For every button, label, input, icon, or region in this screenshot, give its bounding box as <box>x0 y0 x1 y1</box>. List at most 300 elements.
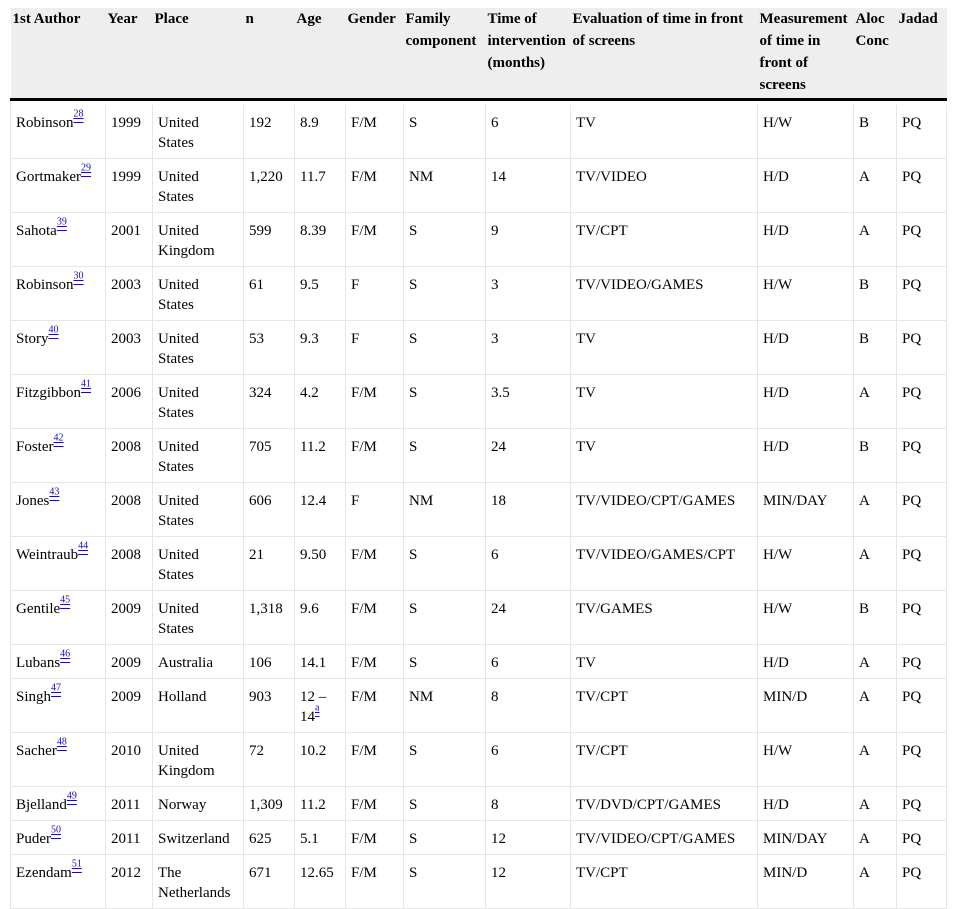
cell-jadad <box>897 483 947 537</box>
reference-link[interactable]: 48 <box>56 736 67 748</box>
cell-author <box>11 483 106 537</box>
cell-age <box>295 855 346 909</box>
cell-family-text: S <box>409 331 418 347</box>
cell-gender-text: F/M <box>351 797 377 813</box>
cell-aloc-text: A <box>859 385 870 401</box>
cell-place-text: United States <box>158 169 199 205</box>
reference-link[interactable]: 51 <box>71 858 82 870</box>
cell-place <box>153 733 244 787</box>
cell-place <box>153 537 244 591</box>
cell-author-reference <box>51 824 61 840</box>
cell-family <box>404 679 486 733</box>
cell-aloc <box>854 321 897 375</box>
cell-place-text: Switzerland <box>158 831 230 847</box>
reference-link[interactable]: 28 <box>73 108 84 120</box>
cell-year <box>106 429 153 483</box>
cell-gender-text: F/M <box>351 547 377 563</box>
cell-jadad-text: PQ <box>902 601 922 617</box>
cell-gender-text: F <box>351 331 360 347</box>
cell-time-text: 18 <box>491 493 506 509</box>
cell-n <box>244 679 295 733</box>
cell-author <box>11 821 106 855</box>
cell-n-text: 72 <box>249 743 264 759</box>
cell-evaluation <box>571 429 758 483</box>
reference-link[interactable]: 47 <box>51 682 62 694</box>
cell-year-text: 2008 <box>111 493 141 509</box>
cell-age <box>295 591 346 645</box>
cell-age-text: 9.50 <box>300 547 327 563</box>
cell-author-text: Robinson <box>16 277 74 293</box>
table-header-row <box>11 8 947 100</box>
cell-author-reference <box>73 270 84 286</box>
cell-aloc-text: A <box>859 831 870 847</box>
cell-age <box>295 483 346 537</box>
cell-n <box>244 733 295 787</box>
cell-family <box>404 105 486 159</box>
header-gender: Gender <box>346 8 404 100</box>
cell-family-text: S <box>409 655 418 671</box>
cell-family <box>404 429 486 483</box>
cell-family-text: S <box>409 601 418 617</box>
reference-link[interactable]: 43 <box>49 486 60 498</box>
cell-gender <box>346 267 404 321</box>
cell-jadad-text: PQ <box>902 547 922 563</box>
table-row <box>11 537 947 591</box>
cell-evaluation <box>571 159 758 213</box>
header-author: 1st Author <box>11 8 106 100</box>
cell-evaluation <box>571 483 758 537</box>
cell-aloc <box>854 105 897 159</box>
cell-jadad-text: PQ <box>902 493 922 509</box>
cell-measurement-text: MIN/DAY <box>763 493 828 509</box>
cell-time <box>486 105 571 159</box>
cell-n-text: 599 <box>249 223 272 239</box>
cell-author <box>11 591 106 645</box>
cell-family-text: NM <box>409 689 434 705</box>
cell-evaluation-text: TV <box>576 439 596 455</box>
cell-place <box>153 429 244 483</box>
table-row <box>11 591 947 645</box>
cell-aloc-text: A <box>859 797 870 813</box>
cell-measurement-text: H/D <box>763 223 789 239</box>
cell-family <box>404 733 486 787</box>
cell-evaluation <box>571 733 758 787</box>
cell-place-text: United States <box>158 277 199 313</box>
cell-evaluation <box>571 591 758 645</box>
cell-evaluation-text: TV/CPT <box>576 223 628 239</box>
cell-aloc-text: B <box>859 439 870 455</box>
cell-place <box>153 483 244 537</box>
cell-year-text: 2010 <box>111 743 141 759</box>
cell-gender <box>346 733 404 787</box>
cell-time-text: 6 <box>491 743 499 759</box>
cell-year-text: 2009 <box>111 655 141 671</box>
reference-link[interactable]: 30 <box>73 270 84 282</box>
cell-place-text: Norway <box>158 797 207 813</box>
cell-age-text: 9.6 <box>300 601 319 617</box>
cell-author-reference <box>56 216 67 232</box>
cell-time-text: 3 <box>491 331 499 347</box>
cell-author-text: Gortmaker <box>16 169 81 185</box>
cell-age-text: 10.2 <box>300 743 327 759</box>
cell-author <box>11 375 106 429</box>
cell-author-text: Foster <box>16 439 54 455</box>
cell-n-text: 1,318 <box>249 601 283 617</box>
cell-place-text: Holland <box>158 689 207 705</box>
cell-time <box>486 429 571 483</box>
table-row <box>11 679 947 733</box>
cell-measurement <box>758 159 854 213</box>
cell-author-text: Sahota <box>16 223 57 239</box>
cell-place-text: United States <box>158 547 199 583</box>
cell-evaluation <box>571 213 758 267</box>
header-family: Family component <box>404 8 486 100</box>
cell-jadad <box>897 213 947 267</box>
cell-measurement <box>758 537 854 591</box>
cell-time <box>486 591 571 645</box>
cell-evaluation <box>571 821 758 855</box>
cell-measurement-text: H/D <box>763 169 789 185</box>
cell-aloc <box>854 733 897 787</box>
cell-jadad <box>897 591 947 645</box>
header-evaluation: Evaluation of time in front of screens <box>571 8 758 100</box>
cell-author-reference <box>73 108 84 124</box>
cell-year <box>106 483 153 537</box>
cell-jadad-text: PQ <box>902 743 922 759</box>
cell-author-reference <box>80 162 91 178</box>
table-row <box>11 159 947 213</box>
cell-measurement <box>758 321 854 375</box>
cell-age <box>295 429 346 483</box>
cell-year-text: 2009 <box>111 689 141 705</box>
cell-age-text: 12.65 <box>300 865 334 881</box>
cell-time <box>486 645 571 679</box>
header-jadad: Jadad <box>897 8 947 100</box>
cell-time <box>486 733 571 787</box>
cell-aloc <box>854 267 897 321</box>
cell-year-text: 2008 <box>111 439 141 455</box>
header-n: n <box>244 8 295 100</box>
cell-measurement-text: H/W <box>763 601 793 617</box>
cell-age-text: 11.7 <box>300 169 326 185</box>
cell-evaluation <box>571 105 758 159</box>
cell-n <box>244 375 295 429</box>
reference-link[interactable]: 46 <box>60 648 71 660</box>
cell-evaluation <box>571 679 758 733</box>
cell-age-text: 8.39 <box>300 223 327 239</box>
cell-jadad <box>897 679 947 733</box>
cell-aloc <box>854 537 897 591</box>
cell-family-text: S <box>409 831 418 847</box>
reference-link[interactable]: 40 <box>48 324 59 336</box>
cell-aloc <box>854 855 897 909</box>
cell-measurement-text: H/D <box>763 331 789 347</box>
cell-age <box>295 733 346 787</box>
cell-gender-text: F/M <box>351 439 377 455</box>
cell-measurement <box>758 483 854 537</box>
cell-family-text: S <box>409 115 418 131</box>
cell-author <box>11 787 106 821</box>
cell-time-text: 6 <box>491 655 499 671</box>
cell-time <box>486 213 571 267</box>
cell-evaluation <box>571 537 758 591</box>
reference-link[interactable]: 42 <box>53 432 64 444</box>
cell-gender-text: F/M <box>351 115 377 131</box>
cell-gender <box>346 679 404 733</box>
cell-gender-text: F/M <box>351 223 377 239</box>
table-row <box>11 105 947 159</box>
cell-n-text: 606 <box>249 493 272 509</box>
cell-age-text: 12 – 14 <box>300 689 327 725</box>
cell-place <box>153 213 244 267</box>
cell-n <box>244 213 295 267</box>
cell-time-text: 6 <box>491 115 499 131</box>
cell-author-text: Story <box>16 331 49 347</box>
reference-link[interactable]: 49 <box>66 790 77 802</box>
cell-author <box>11 321 106 375</box>
cell-jadad-text: PQ <box>902 169 922 185</box>
cell-n <box>244 159 295 213</box>
header-year: Year <box>106 8 153 100</box>
cell-gender <box>346 645 404 679</box>
cell-family-text: NM <box>409 169 434 185</box>
cell-gender-text: F/M <box>351 385 377 401</box>
cell-gender-text: F <box>351 277 360 293</box>
cell-evaluation-text: TV/CPT <box>576 689 628 705</box>
cell-gender-text: F/M <box>351 831 377 847</box>
cell-time <box>486 787 571 821</box>
cell-year <box>106 591 153 645</box>
cell-n <box>244 321 295 375</box>
reference-link[interactable]: a <box>315 702 320 714</box>
cell-aloc-text: A <box>859 169 870 185</box>
reference-link[interactable]: 41 <box>81 378 92 390</box>
cell-place-text: United States <box>158 493 199 529</box>
cell-measurement-text: H/W <box>763 115 793 131</box>
cell-family <box>404 591 486 645</box>
cell-evaluation-text: TV/VIDEO/GAMES/CPT <box>576 547 736 563</box>
cell-place <box>153 855 244 909</box>
cell-age <box>295 159 346 213</box>
cell-year-text: 2011 <box>111 831 141 847</box>
cell-family <box>404 159 486 213</box>
cell-n-text: 192 <box>249 115 272 131</box>
cell-n-text: 1,309 <box>249 797 283 813</box>
cell-place <box>153 267 244 321</box>
cell-n <box>244 483 295 537</box>
cell-age <box>295 213 346 267</box>
cell-n-text: 1,220 <box>249 169 283 185</box>
cell-aloc <box>854 591 897 645</box>
cell-year <box>106 821 153 855</box>
table-row <box>11 375 947 429</box>
cell-aloc-text: A <box>859 689 870 705</box>
cell-aloc <box>854 679 897 733</box>
header-measurement: Measurement of time in front of screens <box>758 8 854 100</box>
cell-jadad-text: PQ <box>902 831 922 847</box>
cell-time <box>486 375 571 429</box>
cell-gender <box>346 321 404 375</box>
cell-place-text: Australia <box>158 655 213 671</box>
cell-author <box>11 267 106 321</box>
cell-age-text: 5.1 <box>300 831 319 847</box>
cell-author-text: Robinson <box>16 115 74 131</box>
reference-link[interactable]: 39 <box>56 216 67 228</box>
cell-place-text: United States <box>158 439 199 475</box>
table-row <box>11 821 947 855</box>
cell-author-reference <box>60 594 71 610</box>
cell-evaluation-text: TV <box>576 385 596 401</box>
reference-link[interactable]: 45 <box>60 594 71 606</box>
cell-jadad <box>897 787 947 821</box>
cell-evaluation-text: TV/CPT <box>576 743 628 759</box>
cell-author <box>11 679 106 733</box>
cell-year-text: 2003 <box>111 277 141 293</box>
reference-link[interactable]: 29 <box>80 162 91 174</box>
cell-family-text: S <box>409 865 418 881</box>
cell-evaluation <box>571 375 758 429</box>
cell-age <box>295 105 346 159</box>
cell-family-text: NM <box>409 493 434 509</box>
cell-evaluation <box>571 787 758 821</box>
cell-family <box>404 213 486 267</box>
cell-gender <box>346 375 404 429</box>
cell-family-text: S <box>409 223 418 239</box>
cell-evaluation-text: TV/GAMES <box>576 601 653 617</box>
cell-jadad-text: PQ <box>902 689 922 705</box>
cell-author-text: Sacher <box>16 743 57 759</box>
table-row <box>11 321 947 375</box>
table-row <box>11 855 947 909</box>
cell-jadad <box>897 537 947 591</box>
cell-n <box>244 645 295 679</box>
cell-measurement <box>758 679 854 733</box>
cell-year-text: 1999 <box>111 169 141 185</box>
cell-family-text: S <box>409 547 418 563</box>
cell-evaluation <box>571 855 758 909</box>
cell-evaluation-text: TV <box>576 115 596 131</box>
cell-family <box>404 321 486 375</box>
header-time: Time of intervention (months) <box>486 8 571 100</box>
cell-n-text: 53 <box>249 331 264 347</box>
cell-year <box>106 645 153 679</box>
cell-evaluation-text: TV/VIDEO/CPT/GAMES <box>576 493 736 509</box>
cell-jadad-text: PQ <box>902 797 922 813</box>
cell-time <box>486 321 571 375</box>
cell-n <box>244 591 295 645</box>
reference-link[interactable]: 44 <box>78 540 89 552</box>
cell-gender-text: F/M <box>351 865 377 881</box>
cell-aloc-text: A <box>859 655 870 671</box>
cell-n-text: 705 <box>249 439 272 455</box>
cell-family <box>404 483 486 537</box>
cell-author-text: Gentile <box>16 601 61 617</box>
studies-table <box>10 8 947 909</box>
cell-jadad-text: PQ <box>902 115 922 131</box>
cell-gender <box>346 537 404 591</box>
cell-gender <box>346 821 404 855</box>
cell-aloc-text: B <box>859 331 870 347</box>
cell-jadad <box>897 733 947 787</box>
cell-n <box>244 821 295 855</box>
cell-gender <box>346 855 404 909</box>
cell-author-text: Bjelland <box>16 797 67 813</box>
cell-year <box>106 679 153 733</box>
cell-evaluation <box>571 645 758 679</box>
cell-time-text: 24 <box>491 439 506 455</box>
cell-year <box>106 733 153 787</box>
cell-time <box>486 159 571 213</box>
cell-measurement <box>758 105 854 159</box>
cell-place-text: United Kingdom <box>158 223 215 259</box>
cell-year-text: 2003 <box>111 331 141 347</box>
cell-time-text: 6 <box>491 547 499 563</box>
cell-time-text: 12 <box>491 865 506 881</box>
cell-age <box>295 821 346 855</box>
cell-gender-text: F/M <box>351 743 377 759</box>
cell-gender-text: F <box>351 493 360 509</box>
cell-place <box>153 105 244 159</box>
cell-author-reference <box>60 648 71 664</box>
cell-place-text: United States <box>158 115 199 151</box>
table-row <box>11 429 947 483</box>
cell-author-reference <box>53 432 64 448</box>
cell-family <box>404 821 486 855</box>
cell-jadad <box>897 105 947 159</box>
cell-time-text: 8 <box>491 797 499 813</box>
cell-jadad-text: PQ <box>902 331 922 347</box>
cell-age-text: 8.9 <box>300 115 319 131</box>
cell-evaluation-text: TV <box>576 655 596 671</box>
cell-measurement <box>758 213 854 267</box>
cell-aloc <box>854 159 897 213</box>
cell-gender-text: F/M <box>351 689 377 705</box>
cell-measurement-text: H/D <box>763 797 789 813</box>
cell-year-text: 2011 <box>111 797 141 813</box>
cell-age-text: 11.2 <box>300 797 326 813</box>
cell-jadad-text: PQ <box>902 655 922 671</box>
cell-jadad <box>897 821 947 855</box>
cell-author-reference <box>56 736 67 752</box>
cell-n-text: 671 <box>249 865 272 881</box>
cell-measurement <box>758 645 854 679</box>
cell-author <box>11 105 106 159</box>
cell-aloc-text: B <box>859 277 870 293</box>
header-place: Place <box>153 8 244 100</box>
table-row <box>11 267 947 321</box>
cell-age-text: 4.2 <box>300 385 319 401</box>
cell-evaluation-text: TV/VIDEO/CPT/GAMES <box>576 831 736 847</box>
cell-jadad-text: PQ <box>902 277 922 293</box>
cell-time <box>486 855 571 909</box>
cell-time-text: 9 <box>491 223 499 239</box>
cell-jadad <box>897 855 947 909</box>
reference-link[interactable]: 50 <box>51 824 61 836</box>
cell-gender <box>346 213 404 267</box>
cell-measurement <box>758 733 854 787</box>
cell-author-text: Lubans <box>16 655 61 671</box>
cell-family-text: S <box>409 743 418 759</box>
cell-n-text: 61 <box>249 277 264 293</box>
cell-n-text: 903 <box>249 689 272 705</box>
cell-measurement-text: H/D <box>763 655 789 671</box>
cell-measurement <box>758 855 854 909</box>
cell-age-text: 9.3 <box>300 331 319 347</box>
cell-time <box>486 267 571 321</box>
cell-author <box>11 733 106 787</box>
cell-measurement-text: H/D <box>763 385 789 401</box>
cell-place <box>153 821 244 855</box>
